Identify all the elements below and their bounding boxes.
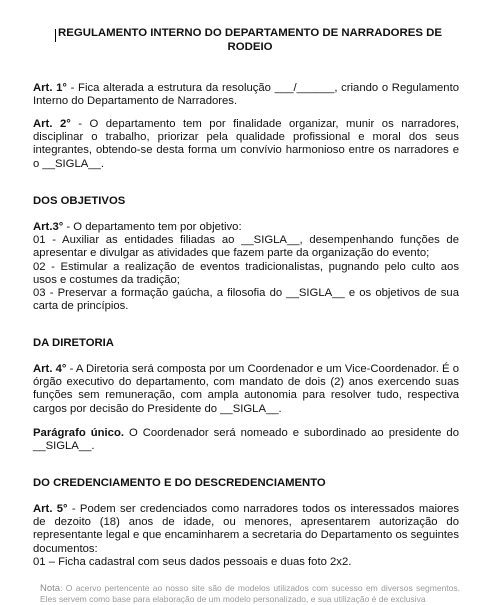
article-3-intro [33,221,459,234]
article-5 [33,503,459,569]
article-2-text: - O departamento tem por finalidade organizar, munir os narradores, disciplinar o trabalho, priorizar pela qualidade profissional e moral dos seus integrantes, obtendo-se desta forma um convívio harmonioso entre os narradores e o __SIGLA__. [33,118,459,170]
text-cursor [55,29,56,42]
article-3-item: 03 - Preservar a formação gaúcha, a filosofia do __SIGLA__ e os objetivos de sua carta de princípios. [33,287,459,313]
article-1 [33,82,459,108]
footer-note-text: : O acervo pertencente ao nosso site são de modelos utilizados com sucesso em diversos segmentos. Eles servem como base para elaboração de um modelo personalizado, e sua utilização é de exclusiva [40,583,460,604]
section-heading-credenciamento: DO CREDENCIAMENTO E DO DESCREDENCIAMENTO [33,477,326,489]
article-4 [33,363,459,416]
article-5-item: 01 – Ficha cadastral com seus dados pessoais e duas foto 2x2. [33,555,352,568]
article-3-item: 01 - Auxiliar as entidades filiadas ao __SIGLA__, desempenhando funções de apresentar e divulgar as atividades que fazem parte da organização do evento; [33,234,459,260]
article-5-label: Art. 5° [33,503,68,515]
footer-note [40,583,460,605]
paragrafo-unico [33,427,459,453]
article-3-item: 02 - Estimular a realização de eventos tradicionalistas, pugnando pelo culto aos usos e costumes da tradição; [33,260,459,286]
document-title: REGULAMENTO INTERNO DO DEPARTAMENTO DE NARRADORES DE RODEIO [58,27,442,53]
paragrafo-unico-label: Parágrafo único. [33,427,124,439]
article-2-label: Art. 2° [33,118,71,130]
article-4-label: Art. 4° [33,363,67,375]
article-1-text: - Fica alterada a estrutura da resolução ___/______, criando o Regulamento Interno do Departamento de Narradores. [33,82,459,108]
paragrafo-unico-text: O Coordenador será nomeado e subordinado ao presidente do __SIGLA__. [33,427,459,453]
article-5-body [33,503,459,556]
section-heading-diretoria: DA DIRETORIA [33,337,114,349]
article-3 [33,221,459,313]
article-4-text: - A Diretoria será composta por um Coordenador e um Vice-Coordenador. É o órgão executivo do departamento, com mandato de dois (2) anos exercendo suas funções sem remuneração, com ampla autonomia para resolver tudo, respectiva cargos por decisão do Presidente do __SIGLA__. [33,363,459,415]
article-3-text: - O departamento tem por objetivo: [63,221,242,233]
article-5-text: - Podem ser credenciados como narradores todos os interessados maiores de dezoito (18) anos de idade, ou menores, apresentarem autorização do representante legal e que encaminharem a secretaria do Departamento os seguintes documentos: [33,503,459,555]
article-3-label: Art.3° [33,221,64,233]
article-2 [33,118,459,171]
article-1-label: Art. 1° [33,82,67,94]
footer-note-label: Nota [40,583,61,594]
section-heading-objetivos: DOS OBJETIVOS [33,195,126,207]
